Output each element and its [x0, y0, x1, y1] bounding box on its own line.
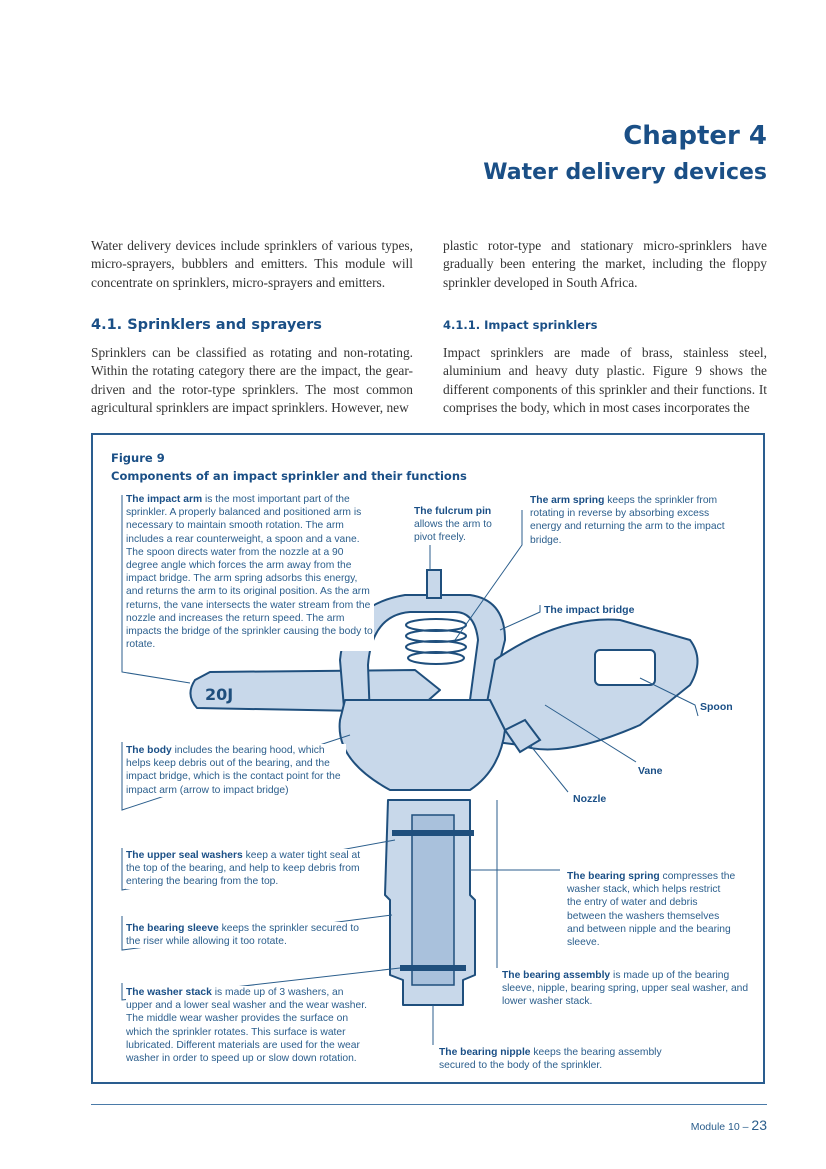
bearing-nipple-shape [412, 815, 454, 985]
annotation-impact-arm-text: is the most important part of the sprinkler. A properly balanced and positioned arm is necessary to maintain smooth rotation. The arm includes a rear counterweight, a spoon and a vane. The spoon directs water from the nozzle at a 90 degree angle which forces the arm away from the impact bridge. The arm spring adsorbs this energy, and returns the arm to its original position. As the arm returns, the vane intersects the water stream from the nozzle and increases the return speed. The arm impacts the bridge of the sprinkler causing the body to rotate. [126, 494, 373, 651]
annotation-bearing-nipple-text: keeps the bearing assembly secured to the body of the sprinkler. [439, 1047, 662, 1072]
chapter-subtitle: Water delivery devices [483, 160, 767, 185]
annotation-bearing-assembly-text: is made up of the bearing sleeve, nipple, bearing spring, upper seal washer, and lower washer stack. [502, 970, 749, 1008]
annotation-bearing-spring-text: compresses the washer stack, which helps restrict the entry of water and debris between the washers themselves and between nipple and the bearing sleeve. [567, 871, 736, 949]
label-nozzle: Nozzle [573, 793, 607, 805]
annotation-bearing-sleeve-title: The bearing sleeve [126, 923, 219, 934]
annotation-arm-spring-text: keeps the sprinkler from rotating in reverse by absorbing excess energy and returning the arm to the impact bridge. [530, 495, 725, 546]
label-impact-bridge: The impact bridge [544, 604, 635, 616]
annotation-fulcrum-pin-title: The fulcrum pin [414, 506, 492, 517]
body-shape [340, 700, 505, 790]
annotation-impact-arm-title: The impact arm [126, 494, 203, 505]
annotation-body [126, 744, 346, 797]
arm-spring-coils [406, 619, 466, 664]
annotation-upper-seal-title: The upper seal washers [126, 850, 243, 861]
arm-marking: 20J [205, 685, 234, 704]
annotation-fulcrum-pin-text: allows the arm to pivot freely. [414, 519, 492, 544]
section-body: Sprinklers can be classified as rotating and non-rotating. Within the rotating category there are the impact, the gear-driven and the rotor-type sprinklers. The most common agricultural sprinklers are impact sprinklers. However, new [91, 345, 413, 416]
annotation-fulcrum-pin [414, 505, 510, 545]
annotation-body-title: The body [126, 745, 172, 756]
chapter-title: Chapter 4 [623, 121, 767, 151]
annotation-bearing-spring-title: The bearing spring [567, 871, 660, 882]
annotation-bearing-sleeve-text: keeps the sprinkler secured to the riser while allowing it too rotate. [126, 923, 359, 948]
footer-module: Module 10 – [690, 1121, 752, 1133]
annotation-bearing-sleeve [126, 922, 374, 948]
annotation-bearing-assembly-title: The bearing assembly [502, 970, 611, 981]
intro-left-paragraph: Water delivery devices include sprinklers of various types, micro-sprayers, bubblers and emitters. This module will concentrate on sprinklers, micro-sprayers and emitters. [91, 238, 413, 290]
upper-seal-washer-shape [392, 830, 474, 836]
annotation-washer-stack [126, 986, 372, 1065]
figure-caption: Components of an impact sprinkler and their functions [111, 469, 467, 483]
annotation-washer-stack-title: The washer stack [126, 987, 212, 998]
subsection-heading: 4.1.1. Impact sprinklers [443, 318, 598, 332]
page-number: 23 [751, 1117, 767, 1133]
annotation-bearing-spring [567, 870, 737, 949]
footer-divider [91, 1104, 767, 1105]
annotation-upper-seal-washers [126, 849, 374, 889]
annotation-bearing-nipple-title: The bearing nipple [439, 1047, 531, 1058]
spoon-slot [595, 650, 655, 685]
figure-number: Figure 9 [111, 451, 165, 465]
label-vane: Vane [638, 765, 663, 777]
annotation-arm-spring [530, 494, 740, 547]
washer-stack-shape [400, 965, 466, 971]
section-heading: 4.1. Sprinklers and sprayers [91, 317, 322, 333]
fulcrum-pin-shape [427, 570, 441, 598]
intro-right-paragraph: plastic rotor-type and stationary micro-sprinklers have gradually been entering the market, including the floppy sprinkler developed in South Africa. [443, 238, 767, 290]
annotation-impact-arm [126, 493, 374, 651]
annotation-washer-stack-text: is made up of 3 washers, an upper and a lower seal washer and the wear washer. The middle wear washer provides the surface on which the sprinkler rotates. This surface is water lubricated. Different materials are used for the wear washer in order to speed up or slow down rotation. [126, 987, 367, 1065]
page-footer [691, 1117, 767, 1133]
annotation-bearing-nipple [439, 1046, 679, 1072]
subsection-body: Impact sprinklers are made of brass, stainless steel, aluminium and heavy duty plastic. Figure 9 shows the different components of this sprinkler and their functions. It comprises the body, which in most cases incorporates the [443, 345, 767, 416]
label-spoon: Spoon [700, 701, 733, 713]
annotation-arm-spring-title: The arm spring [530, 495, 605, 506]
annotation-body-text: includes the bearing hood, which helps keep debris out of the bearing, and the impact bridge, which is the contact point for the impact arm (arrow to impact bridge) [126, 745, 341, 796]
annotation-bearing-assembly [502, 969, 754, 1009]
annotation-upper-seal-text: keep a water tight seal at the top of the bearing, and help to keep debris from entering the bearing from the top. [126, 850, 361, 888]
